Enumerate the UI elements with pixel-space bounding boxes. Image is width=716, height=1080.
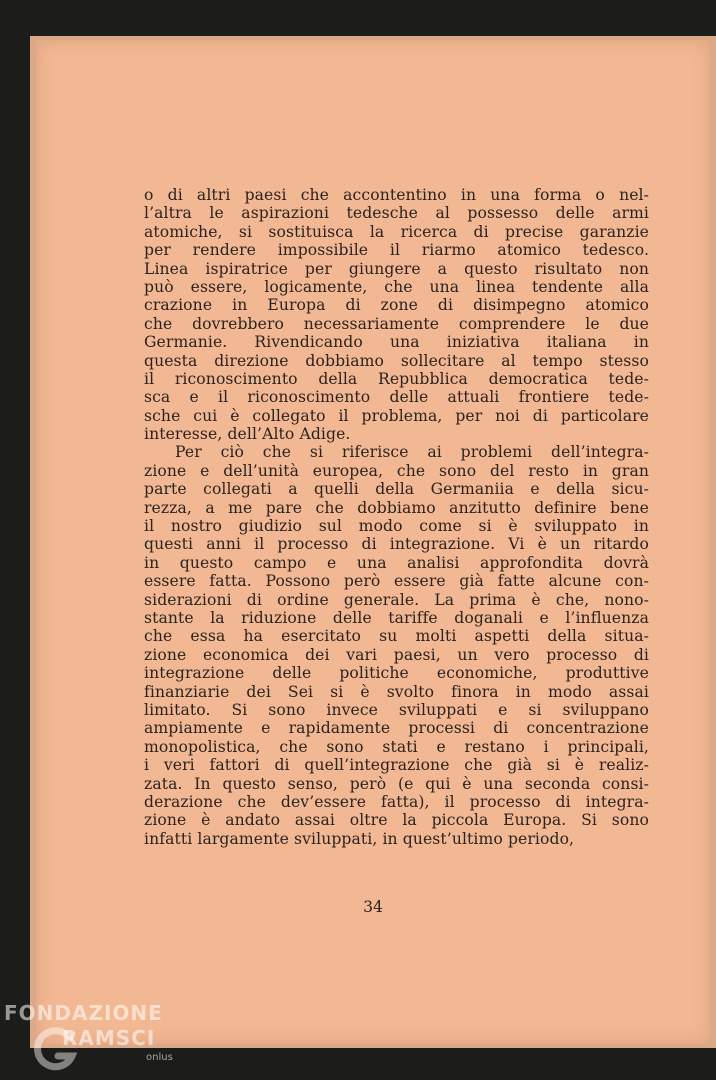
text-line: atomiche, si sostituisca la ricerca di precise garanzie <box>144 222 649 241</box>
watermark-line-1: FONDAZIONE <box>4 1001 163 1025</box>
text-line: zata. In questo senso, però (e qui è una seconda consi- <box>144 774 649 793</box>
text-line: derazione che dev’essere fatta), il processo di integra- <box>144 792 649 811</box>
text-line: infatti largamente sviluppati, in quest’ultimo periodo, <box>144 829 575 848</box>
text-line: zione è andato assai oltre la piccola Europa. Si sono <box>144 811 649 830</box>
text-line: essere fatta. Possono però essere già fatte alcune con- <box>144 572 649 591</box>
watermark-line-2: RAMSCI <box>62 1026 156 1050</box>
text-line: o di altri paesi che accontentino in una forma o nel- <box>144 186 649 204</box>
page-number: 34 <box>363 898 383 916</box>
body-text <box>144 186 649 848</box>
book-page <box>36 40 710 1044</box>
text-line: monopolistica, che sono stati e restano i principali, <box>144 737 649 756</box>
text-line: integrazione delle politiche economiche, produttive <box>144 664 649 683</box>
paragraph-2 <box>144 443 649 848</box>
text-line: limitato. Si sono invece sviluppati e si sviluppano <box>144 700 649 719</box>
text-line: Per ciò che si riferisce ai problemi dell’integra- <box>175 443 649 462</box>
text-line: che dovrebbero necessariamente comprendere le due <box>144 314 649 333</box>
text-line: interesse, dell’Alto Adige. <box>144 425 351 444</box>
text-line: Linea ispiratrice per giungere a questo risultato non <box>144 259 649 278</box>
watermark-onlus: onlus <box>146 1052 173 1063</box>
text-line: parte collegati a quelli della Germaniia e della sicu- <box>144 480 649 499</box>
text-line: che essa ha esercitato su molti aspetti della situa- <box>144 627 649 646</box>
paragraph-1 <box>144 186 649 443</box>
text-line: il riconoscimento della Repubblica democratica tede- <box>144 369 649 388</box>
text-line: stante la riduzione delle tariffe doganali e l’influenza <box>144 608 649 627</box>
text-line: crazione in Europa di zone di disimpegno atomico <box>144 296 649 315</box>
fondazione-gramsci-watermark <box>4 1000 204 1080</box>
text-line: zione economica dei vari paesi, un vero processo di <box>144 645 649 664</box>
text-line: questa direzione dobbiamo sollecitare al tempo stesso <box>144 351 649 370</box>
text-line: finanziarie dei Sei si è svolto finora in modo assai <box>144 682 649 701</box>
text-line: rezza, a me pare che dobbiamo anzitutto definire bene <box>144 498 649 517</box>
text-line: ampiamente e rapidamente processi di concentrazione <box>144 719 649 738</box>
text-line: siderazioni di ordine generale. La prima è che, nono- <box>144 590 649 609</box>
text-line: il nostro giudizio sul modo come si è sviluppato in <box>144 517 649 536</box>
text-line: l’altra le aspirazioni tedesche al possesso delle armi <box>144 204 649 223</box>
text-line: sche cui è collegato il problema, per noi di particolare <box>144 406 649 425</box>
text-line: per rendere impossibile il riarmo atomico tedesco. <box>144 241 649 260</box>
text-line: questi anni il processo di integrazione. Vi è un ritardo <box>144 535 649 554</box>
text-line: Germanie. Rivendicando una iniziativa italiana in <box>144 333 649 352</box>
text-line: sca e il riconoscimento delle attuali frontiere tede- <box>144 388 649 407</box>
text-line: zione e dell’unità europea, che sono del resto in gran <box>144 461 649 480</box>
text-line: i veri fattori di quell’integrazione che già si è realiz- <box>144 756 649 775</box>
text-line: in questo campo e una analisi approfondita dovrà <box>144 553 649 572</box>
text-line: può essere, logicamente, che una linea tendente alla <box>144 277 649 296</box>
